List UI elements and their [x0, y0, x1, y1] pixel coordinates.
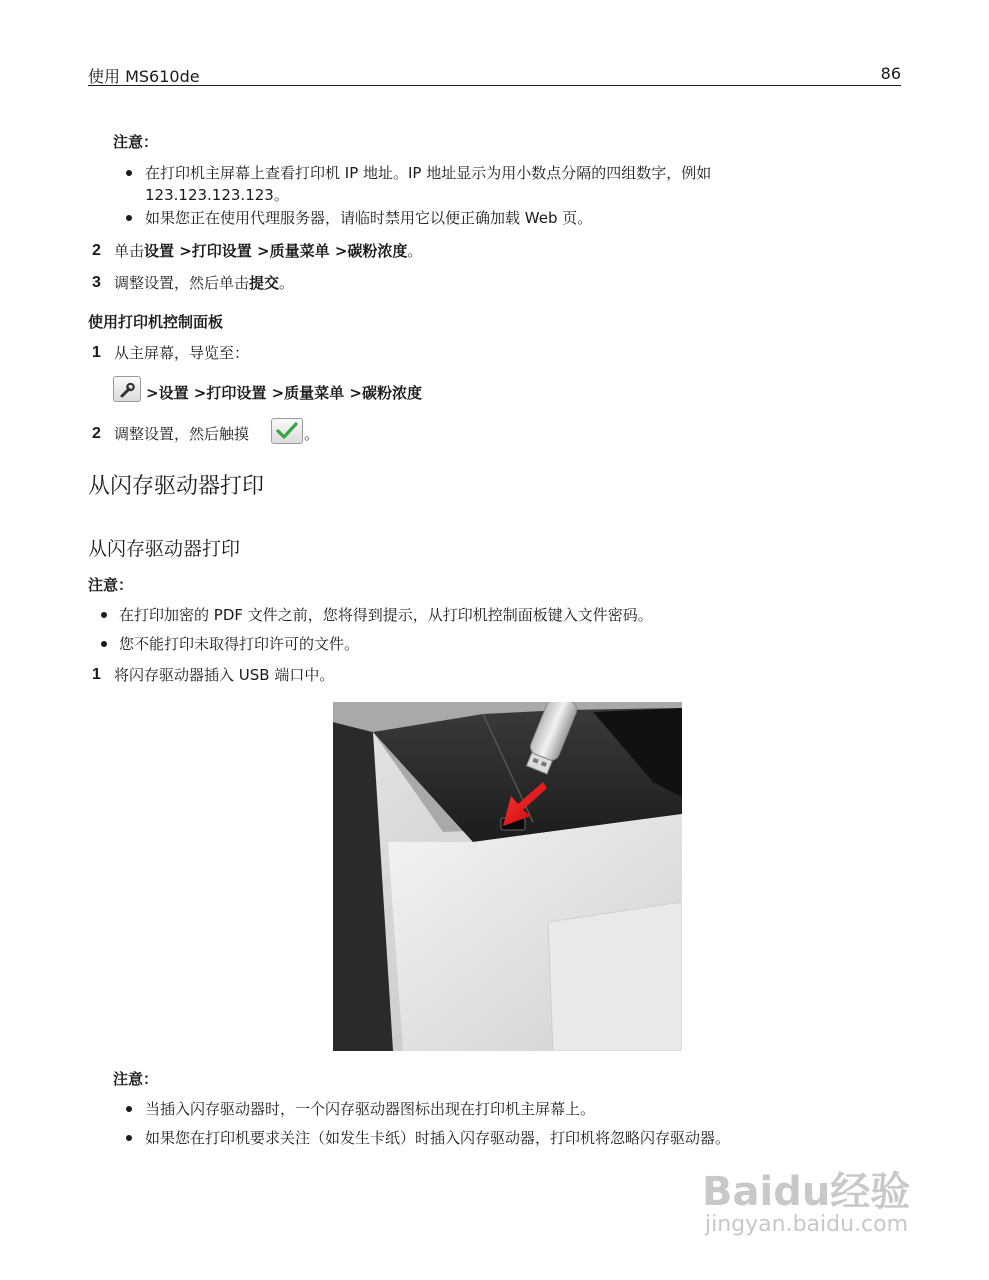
bullet-dot	[126, 1106, 132, 1112]
note-label: 注意：	[113, 133, 159, 151]
wrench-icon	[113, 376, 141, 402]
usb-insert-illustration	[333, 702, 682, 1051]
page-number: 86	[880, 64, 901, 83]
checkmark-icon	[271, 418, 303, 444]
subsection-title: 使用打印机控制面板	[88, 313, 224, 331]
section-heading: 从闪存驱动器打印	[88, 474, 265, 499]
step-text	[114, 272, 294, 294]
step-number: 2	[92, 242, 101, 259]
note-label: 注意：	[113, 1070, 159, 1088]
menu-path: 设置 >打印设置 >质量菜单 >碳粉浓度	[144, 242, 408, 260]
step-number: 1	[92, 666, 101, 683]
baidu-watermark: Baidu经验	[702, 1169, 911, 1215]
menu-path: >设置 >打印设置 >质量菜单 >碳粉浓度	[146, 384, 422, 402]
note-bullet-text: 如果您在打印机要求关注（如发生卡纸）时插入闪存驱动器，打印机将忽略闪存驱动器。	[145, 1129, 731, 1147]
step-text: 调整设置，然后触摸	[114, 425, 250, 443]
submit-label: 提交	[249, 274, 280, 292]
step-text-pre: 单击	[114, 242, 145, 260]
step-text-pre: 调整设置，然后单击	[114, 274, 250, 292]
step-text	[114, 240, 422, 262]
header-title: 使用 MS610de	[88, 67, 200, 86]
step-number: 1	[92, 344, 101, 361]
step-text: 从主屏幕，导览至：	[114, 344, 250, 362]
bullet-dot	[126, 1135, 132, 1141]
step-text: 将闪存驱动器插入 USB 端口中。	[114, 666, 335, 684]
note-bullet-text: 在打印加密的 PDF 文件之前，您将得到提示，从打印机控制面板键入文件密码。	[119, 606, 653, 624]
baidu-watermark-url: jingyan.baidu.com	[705, 1212, 909, 1237]
step-number: 2	[92, 425, 101, 442]
note-bullet-text: 您不能打印未取得打印许可的文件。	[119, 635, 360, 653]
step-text-post: 。	[279, 274, 295, 292]
note-label: 注意：	[88, 576, 134, 594]
note-bullet-text: 当插入闪存驱动器时，一个闪存驱动器图标出现在打印机主屏幕上。	[145, 1100, 596, 1118]
header-divider	[88, 85, 901, 86]
bullet-dot	[126, 215, 132, 221]
note-bullet-text: 在打印机主屏幕上查看打印机 IP 地址。IP 地址显示为用小数点分隔的四组数字，例如	[145, 164, 712, 182]
note-bullet-text: 如果您正在使用代理服务器，请临时禁用它以便正确加载 Web 页。	[145, 209, 593, 227]
step-number: 3	[92, 274, 101, 291]
step-text-post: 。	[407, 242, 423, 260]
bullet-dot	[126, 170, 132, 176]
step-text-post: 。	[304, 425, 320, 443]
note-bullet-text-continued: 123.123.123.123。	[145, 186, 289, 204]
bullet-dot	[101, 641, 107, 647]
subsection-heading: 从闪存驱动器打印	[88, 538, 241, 560]
bullet-dot	[101, 612, 107, 618]
